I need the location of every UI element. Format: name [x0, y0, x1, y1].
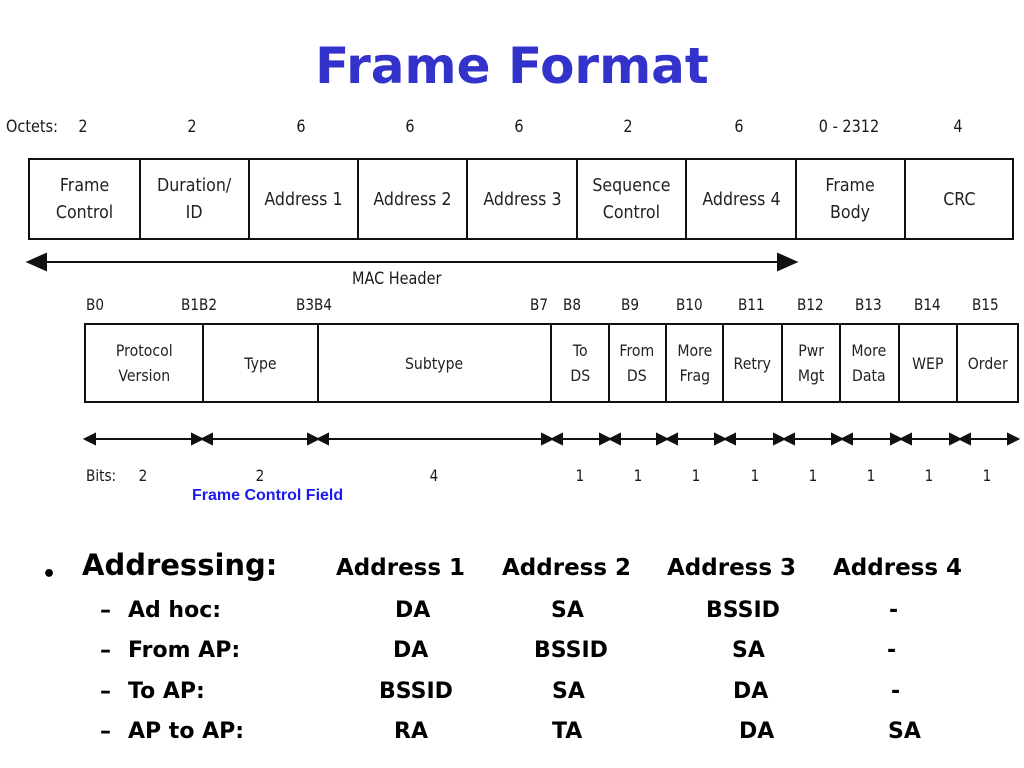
- field-frame-body: Frame Body: [797, 160, 906, 238]
- bit-position: B14: [914, 295, 941, 314]
- row-value: BSSID: [534, 638, 608, 663]
- field-address-2: Address 2: [359, 160, 468, 238]
- sub-bullet: –: [100, 638, 111, 663]
- octets-label: Octets:: [6, 117, 58, 137]
- frame-control-row: [84, 323, 1019, 403]
- field-crc: CRC: [942, 188, 976, 210]
- sub-bullet: –: [100, 679, 111, 704]
- row-value: DA: [393, 638, 429, 663]
- field-address-4: Address 4: [687, 160, 797, 238]
- row-value: SA: [551, 598, 584, 623]
- field-frame-control: Frame Control: [30, 160, 141, 238]
- bit-count: 2: [255, 466, 265, 485]
- row-value: SA: [888, 719, 921, 744]
- row-value: BSSID: [379, 679, 453, 704]
- sub-bullet: –: [100, 719, 111, 744]
- row-value: -: [889, 598, 899, 623]
- field-sequence-control: Sequence Control: [578, 160, 687, 238]
- bit-width-arrows: [85, 434, 1018, 444]
- bit-position: B9: [621, 295, 639, 314]
- octet-value: 6: [405, 117, 415, 137]
- column-address-4: Address 4: [833, 555, 963, 581]
- fc-more-frag: More Frag: [667, 325, 725, 401]
- bit-count: 1: [633, 466, 643, 485]
- bit-position: B0: [86, 295, 104, 314]
- bit-count: 2: [138, 466, 148, 485]
- row-value: -: [887, 638, 897, 663]
- fc-retry: Retry: [724, 325, 783, 401]
- slide-title: Frame Format: [315, 37, 709, 95]
- fc-type: Type: [204, 325, 320, 401]
- column-address-1: Address 1: [336, 555, 466, 581]
- row-value: DA: [395, 598, 431, 623]
- bit-position: B8: [563, 295, 581, 314]
- field-address-1: Address 1: [250, 160, 359, 238]
- field-address-3: Address 3: [468, 160, 578, 238]
- bit-count: 1: [750, 466, 760, 485]
- bit-position: B1B2: [181, 295, 217, 314]
- field-duration-id: Duration/ ID: [141, 160, 250, 238]
- row-value: SA: [552, 679, 585, 704]
- bit-position: B15: [972, 295, 999, 314]
- octet-value: 6: [734, 117, 744, 137]
- octet-value: 2: [187, 117, 197, 137]
- bit-position: B13: [855, 295, 882, 314]
- bit-count: 1: [866, 466, 876, 485]
- row-value: TA: [552, 719, 583, 744]
- row-value: DA: [733, 679, 769, 704]
- bullet: •: [42, 562, 57, 587]
- row-value: BSSID: [706, 598, 780, 623]
- fc-subtype: Subtype: [319, 325, 552, 401]
- bit-count: 4: [429, 466, 439, 485]
- fc-order: Order: [967, 353, 1008, 373]
- bit-position: B7: [530, 295, 548, 314]
- octet-value: 6: [514, 117, 524, 137]
- row-value: -: [891, 679, 901, 704]
- addressing-heading: Addressing:: [82, 548, 278, 582]
- bit-position: B11: [738, 295, 765, 314]
- bit-position: B12: [797, 295, 824, 314]
- octet-value: 6: [296, 117, 306, 137]
- row-value: RA: [394, 719, 428, 744]
- octet-value: 2: [78, 117, 88, 137]
- row-label: From AP:: [128, 638, 241, 663]
- fc-pwr-mgt: Pwr Mgt: [783, 325, 841, 401]
- sub-bullet: –: [100, 598, 111, 623]
- octet-value: 2: [623, 117, 633, 137]
- row-value: DA: [739, 719, 775, 744]
- fc-wep: WEP: [900, 325, 959, 401]
- fc-from-ds: From DS: [610, 325, 667, 401]
- row-value: SA: [732, 638, 765, 663]
- bit-position: B10: [676, 295, 703, 314]
- column-address-2: Address 2: [502, 555, 632, 581]
- bits-label: Bits:: [86, 466, 117, 485]
- column-address-3: Address 3: [667, 555, 797, 581]
- fc-more-data: More Data: [841, 325, 900, 401]
- row-label: To AP:: [128, 679, 205, 704]
- bit-count: 1: [691, 466, 701, 485]
- bit-count: 1: [808, 466, 818, 485]
- frame-control-caption: Frame Control Field: [192, 487, 344, 504]
- fc-to-ds: To DS: [552, 325, 610, 401]
- bit-count: 1: [924, 466, 934, 485]
- octet-value: 0 - 2312: [818, 117, 880, 137]
- fc-protocol-version: Protocol Version: [86, 325, 204, 401]
- bit-position: B3B4: [296, 295, 332, 314]
- row-label: AP to AP:: [128, 719, 245, 744]
- mac-header-label: MAC Header: [352, 269, 442, 289]
- mac-header-arrow: [28, 254, 796, 270]
- bit-count: 1: [982, 466, 992, 485]
- octet-value: 4: [953, 117, 963, 137]
- bit-count: 1: [575, 466, 585, 485]
- row-label: Ad hoc:: [128, 598, 222, 623]
